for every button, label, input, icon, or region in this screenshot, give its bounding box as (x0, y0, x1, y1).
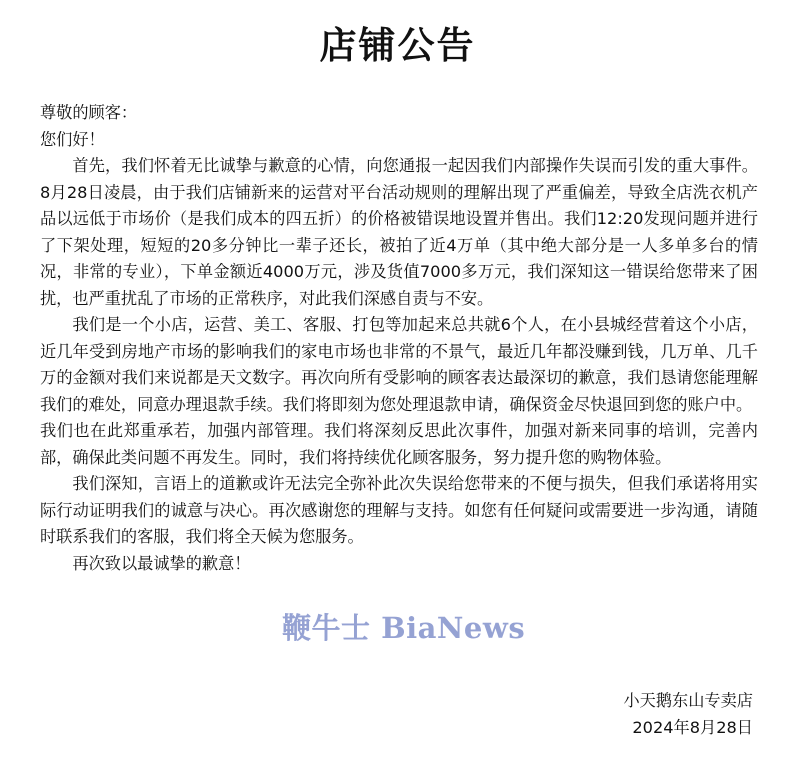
bianews-watermark: 鞭牛士 BiaNews (282, 611, 526, 645)
paragraph-closing: 再次致以最诚挚的歉意！ (72, 553, 251, 573)
paragraph-thanks: 我们深知，言语上的道歉或许无法完全弥补此次失误给您带来的不便与损失，但我们承诺将用实际行动证明我们的诚意与决心。再次感谢您的理解与支持。如您有任何疑问或需要进一步沟通，请随时联系我们的客服，我们将全天候为您服务。 (40, 474, 758, 546)
signature-date: 2024年8月28日 (632, 717, 753, 737)
notice-title: 店铺公告 (319, 24, 476, 67)
signature-store: 小天鹅东山专卖店 (623, 691, 753, 710)
paragraph-hardship: 我们是一个小店，运营、美工、客服、打包等加起来总共就6个人，在小县城经营着这个小店，近几年受到房地产市场的影响我们的家电市场也非常的不景气，最近几年都没赚到钱，几万单、几千万的金额对我们来说都是天文数字。再次向所有受影响的顾客表达最深切的歉意，我们恳请您能理解我们的难处，同意办理退款手续。我们将即刻为您处理退款申请，确保资金尽快退回到您的账户中。 (40, 315, 758, 414)
salutation: 尊敬的顾客： (40, 103, 138, 122)
notice-body (40, 100, 758, 577)
greeting: 您们好！ (40, 129, 105, 149)
paragraph-commitment: 我们也在此郑重承若，加强内部管理。我们将深刻反思此次事件，加强对新来同事的培训，完善内部，确保此类问题不再发生。同时，我们将持续优化顾客服务，努力提升您的购物体验。 (40, 421, 758, 467)
paragraph-incident: 首先，我们怀着无比诚挚与歉意的心情，向您通报一起因我们内部操作失误而引发的重大事件。8月28日凌晨，由于我们店铺新来的运营对平台活动规则的理解出现了严重偏差，导致全店洗衣机产品以远低于市场价（是我们成本的四五折）的价格被错误地设置并售出。我们12:20发现问题并进行了下架处理，短短的20多分钟比一辈子还长，被拍了近4万单（其中绝大部分是一人多单多台的情况，非常的专业），下单金额近4000万元，涉及货值7000多万元，我们深知这一错误给您带来了困扰，也严重扰乱了市场的正常秩序，对此我们深感自责与不安。 (40, 156, 758, 308)
signature-block (624, 688, 754, 741)
